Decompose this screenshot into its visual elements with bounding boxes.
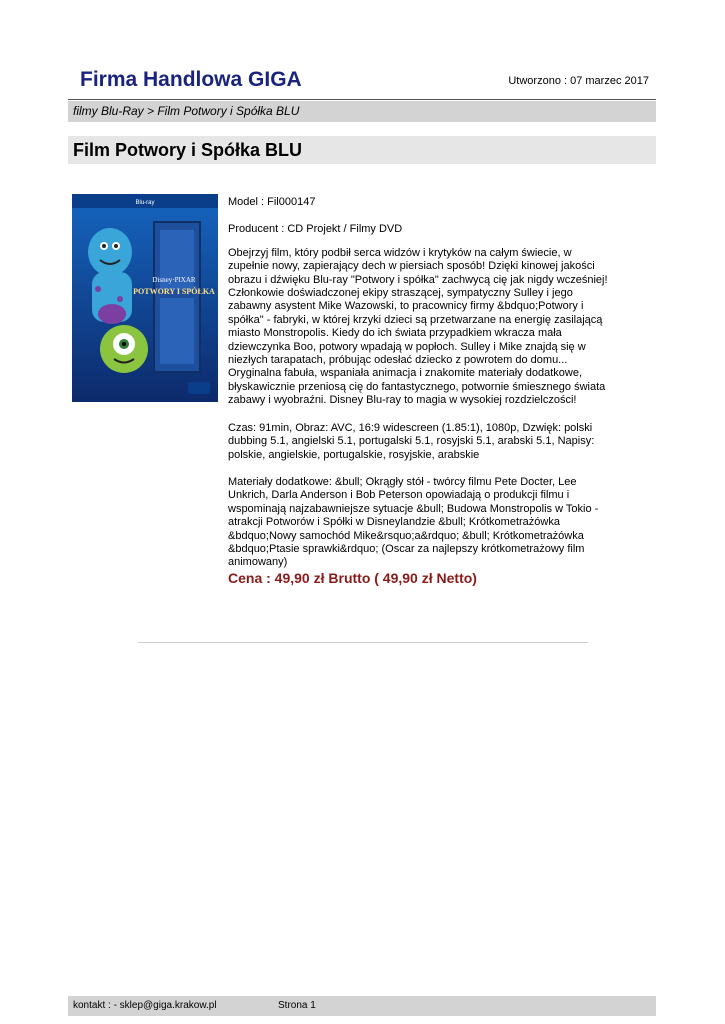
product-extras: Materiały dodatkowe: &bull; Okrągły stół - twórcy filmu Pete Docter, Lee Unkrich, Darla Anderson i Bob Peterson opowiadają o produkcji filmu i wspominają najzabawniejsze sytuacje &bull; Budowa Monstropolis w Tokio - atrakcji Potworów i Spółki w Disneylandzie &bull; Krótkometrażówka &bdquo;Nowy samochód Mike&rsquo;a&rdquo; &bull; Krótkometrażówka &bdquo;Ptasie sprawki&rdquo; (Oscar za najlepszy krótkometrażowy film animowany) [228, 475, 599, 569]
created-date: Utworzono : 07 marzec 2017 [508, 75, 649, 87]
product-producer: Producent : CD Projekt / Filmy DVD [228, 223, 403, 236]
footer-bar [68, 996, 656, 1016]
breadcrumb[interactable]: filmy Blu-Ray > Film Potwory i Spółka BLU [68, 101, 656, 122]
footer-contact[interactable]: kontakt : - sklep@giga.krakow.pl [73, 1000, 217, 1011]
cover-brand-text: Disney·PIXAR [152, 276, 196, 284]
product-title: Film Potwory i Spółka BLU [68, 136, 656, 164]
footer-page-number: Strona 1 [278, 1000, 316, 1011]
header-rule [68, 99, 656, 100]
product-details [228, 196, 608, 585]
svg-text:Blu-ray: Blu-ray [135, 200, 155, 206]
cover-title-text: POTWORY I SPÓŁKA [133, 287, 215, 296]
product-specs: Czas: 91min, Obraz: AVC, 16:9 widescreen (1.85:1), 1080p, Dzwięk: polski dubbing 5.1, angielski 5.1, portugalski 5.1, rosyjski 5.1, arabski 5.1, Napisy: polskie, angielskie, portugalskie, rosyjskie, arabskie [228, 421, 595, 461]
product-price: Cena : 49,90 zł Brutto ( 49,90 zł Netto) [228, 569, 477, 586]
product-cover-image [72, 194, 218, 402]
product-description: Obejrzyj film, który podbił serca widzów i krytyków na całym świecie, w zupełnie nowy, zapierający dech w piersiach sposób! Dzięki kinowej jakości obrazu i dźwięku Blu-ray "Potwory i spółka" zachwycą cię jak nigdy wcześniej! Członkowie doświadczonej ekipy straszącej, sympatyczny Sulley i jego zabawny asystent Mike Wazowski, to pracownicy firmy &bdquo;Potwory i spółka" - fabryki, w której krzyki dzieci są przetwarzane na energię zasilającą miasto Monstropolis. Kiedy do ich świata przypadkiem wkracza mała dziewczynka Boo, potwory wpadają w popłoch. Sulley i Mike znajdą się w niezłych tarapatach, próbując odesłać dziecko z powrotem do domu... Oryginalna fabuła, wspaniała animacja i znakomite materiały dodatkowe, błyskawicznie przeniosą cię do fantastycznego, potwornie śmiesznego świata zabawy i wyobraźni. Disney Blu-ray to magia w wysokiej rozdzielczości! [228, 246, 608, 407]
company-title: Firma Handlowa GIGA [80, 68, 302, 91]
content-divider [138, 642, 588, 643]
product-model: Model : Fil000147 [228, 196, 316, 208]
